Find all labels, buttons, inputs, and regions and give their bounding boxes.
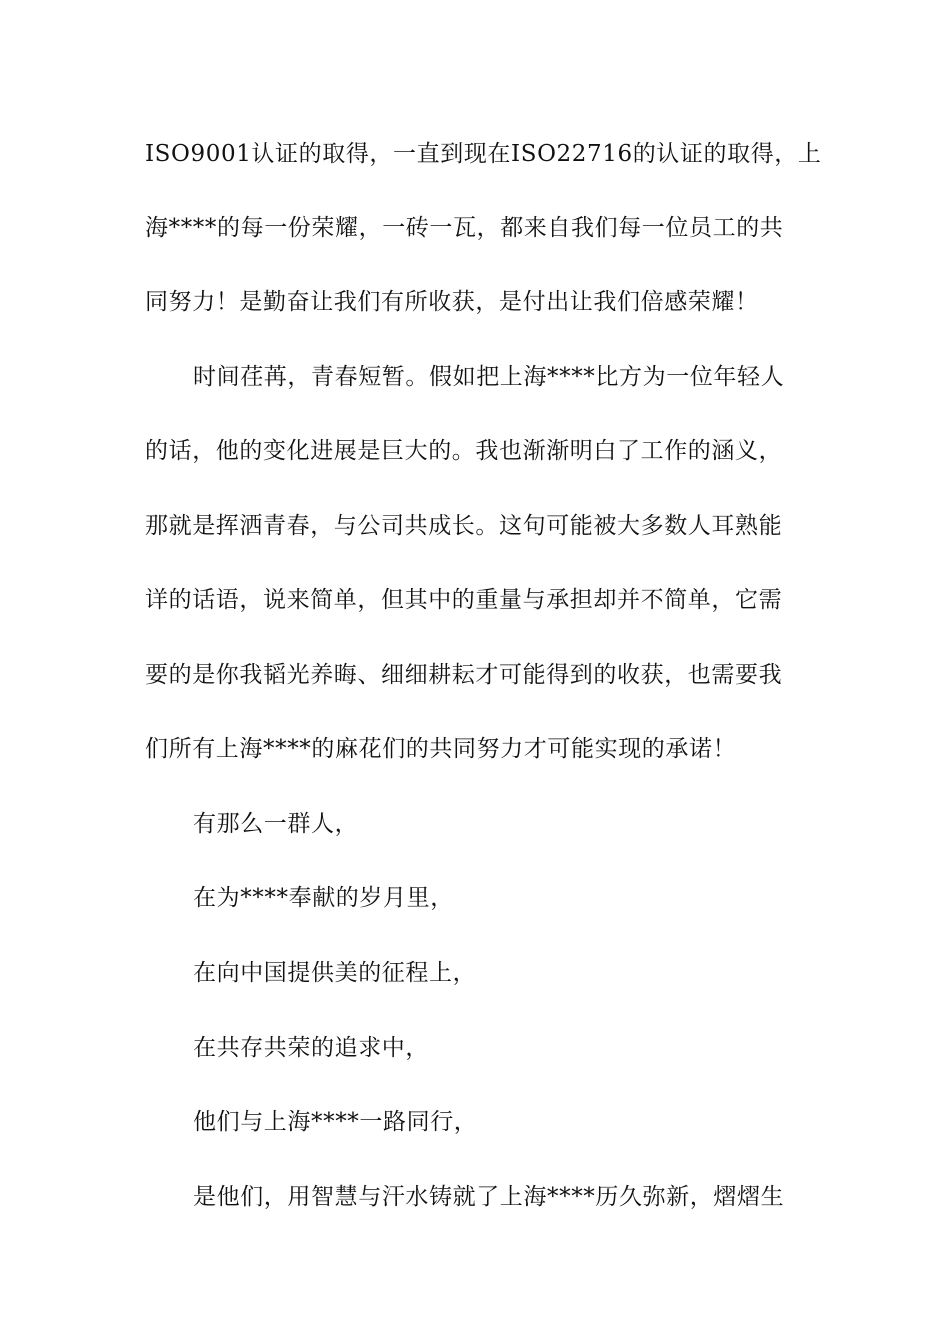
paragraph-line-7: 详的话语，说来简单，但其中的重量与承担却并不简单，它需 <box>145 587 783 613</box>
paragraph-line-9: 们所有上海****的麻花们的共同努力才可能实现的承诺！ <box>145 736 737 762</box>
verse-line-6: 是他们，用智慧与汗水铸就了上海****历久弥新，熠熠生 <box>193 1184 785 1210</box>
paragraph-line-2: 海****的每一份荣耀，一砖一瓦，都来自我们每一位员工的共 <box>145 215 784 241</box>
verse-line-4: 在共存共荣的追求中， <box>193 1035 429 1061</box>
paragraph-line-5: 的话，他的变化进展是巨大的。我也渐渐明白了工作的涵义， <box>145 438 783 464</box>
paragraph-line-4: 时间荏苒，青春短暂。假如把上海****比方为一位年轻人 <box>193 364 785 390</box>
paragraph-line-1: ISO9001认证的取得，一直到现在ISO22716的认证的取得，上 <box>145 141 822 167</box>
verse-line-1: 有那么一群人， <box>193 811 359 837</box>
verse-line-2: 在为****奉献的岁月里， <box>193 885 454 911</box>
verse-line-5: 他们与上海****一路同行， <box>193 1109 478 1135</box>
paragraph-line-6: 那就是挥洒青春，与公司共成长。这句可能被大多数人耳熟能 <box>145 513 783 539</box>
paragraph-line-3: 同努力！是勤奋让我们有所收获，是付出让我们倍感荣耀！ <box>145 289 759 315</box>
verse-line-3: 在向中国提供美的征程上， <box>193 960 477 986</box>
paragraph-line-8: 要的是你我韬光养晦、细细耕耘才可能得到的收获，也需要我 <box>145 662 783 688</box>
